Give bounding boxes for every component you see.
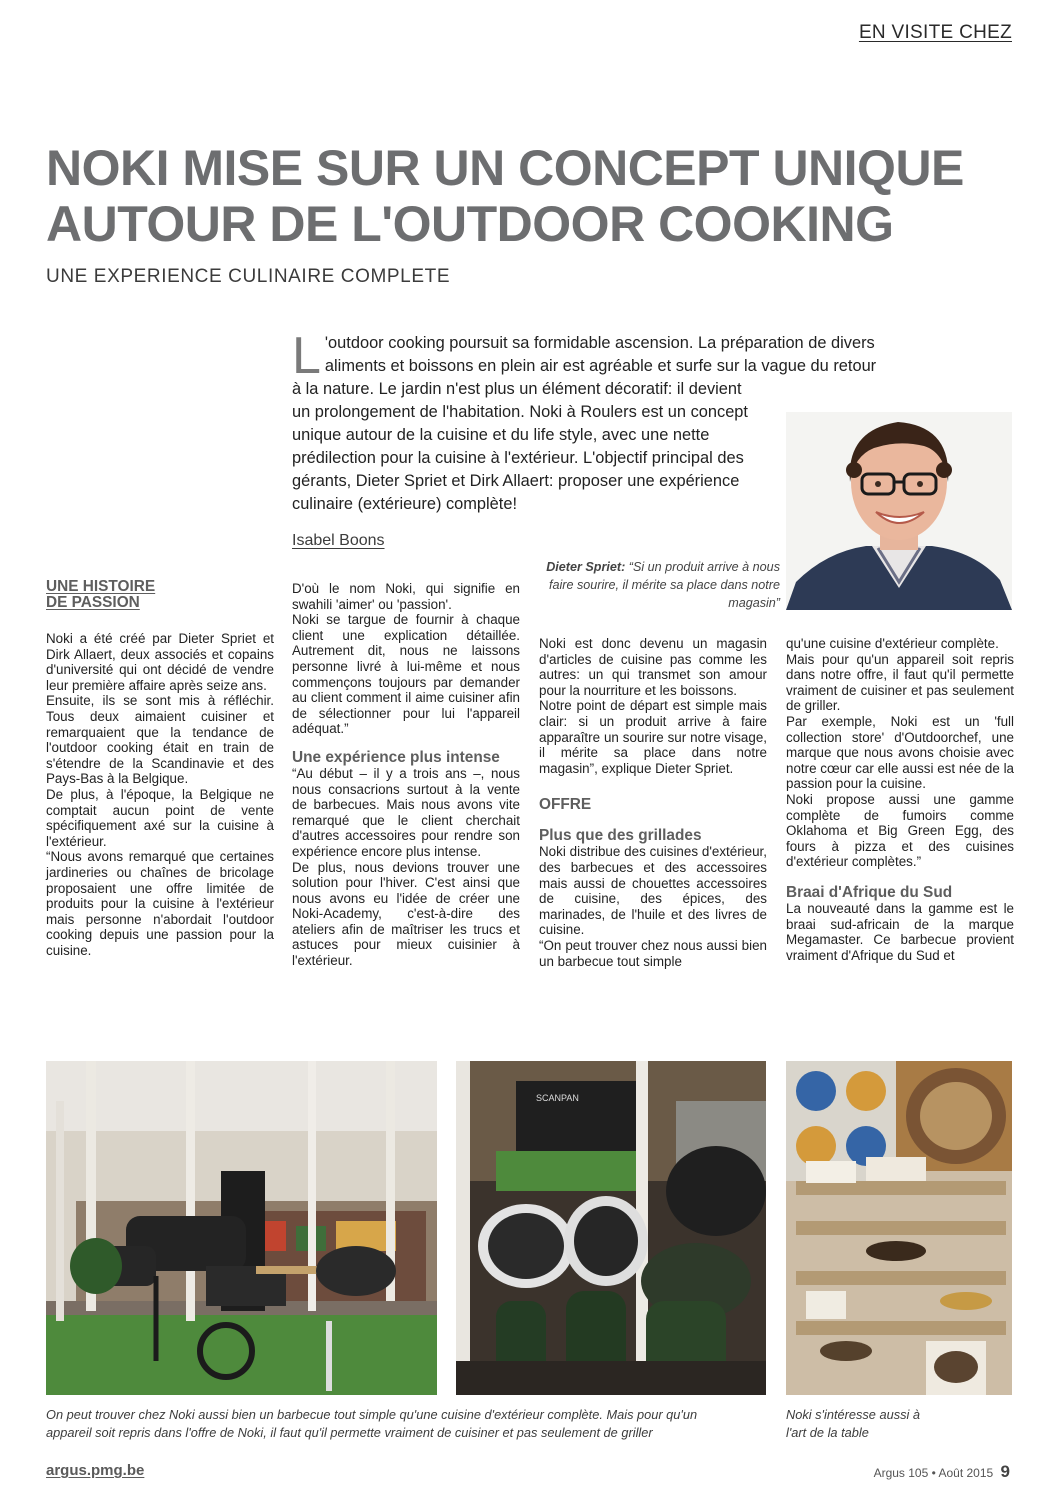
footer-issue-info <box>874 1462 1010 1482</box>
footer-issue: Argus 105 • Août 2015 <box>873 1466 994 1480</box>
col1-paragraph-3: De plus, à l'époque, la Belgique ne comptait aucun point de vente spécifiquement axé sur la cuisine à l'extérieur. <box>46 786 274 849</box>
intro-line-2: aliments et boissons en plein air est agréable et surfe sur la vague du retour <box>324 357 877 375</box>
col4-paragraph-2: Mais pour qu'un appareil soit repris dans notre offre, il faut qu'il permette vraiment de cuisiner et pas seulement de griller. <box>786 651 1014 714</box>
pull-quote <box>540 558 780 612</box>
col3-paragraph-1: Noki est donc devenu un magasin d'articles de cuisine pas comme les autres: un qui transmet son amour pour la nourriture et les boissons. <box>539 636 767 698</box>
drop-cap: L <box>292 327 321 385</box>
intro-line-1: 'outdoor cooking poursuit sa formidable ascension. La préparation de divers <box>324 334 875 352</box>
scanpan-sign: SCANPAN <box>536 1093 579 1103</box>
col2-paragraph-3: “Au début – il y a trois ans –, nous nous consacrions surtout à la vente de barbecues. Mais nous avons vite remarqué que le client cherchait d'autres accessoires pour rendre son expérience encore plus intense. <box>292 765 520 859</box>
main-photo-caption: On peut trouver chez Noki aussi bien un barbecue tout simple qu'une cuisine d'extérieur complète. Mais pour qu'un appareil soit repris dans l'offre de Noki, il faut qu'il permette vraiment de cuisiner et pas seulement de griller <box>46 1407 698 1440</box>
section-title-histoire <box>46 579 274 611</box>
col4-paragraph-1: qu'une cuisine d'extérieur complète. <box>786 636 999 651</box>
section-title-line-1: UNE HISTOIRE <box>46 578 156 595</box>
column-4 <box>786 636 1014 963</box>
col3-paragraph-3: Noki distribue des cuisines d'extérieur, des barbecues et des accessoires mais aussi de chouettes accessoires de cuisine, des épices, des marinades, de l'huile et des livres de cuisine. <box>539 844 767 938</box>
subheadline: UNE EXPERIENCE CULINAIRE COMPLETE <box>46 266 451 287</box>
col4-paragraph-3: Par exemple, Noki est un 'full collection store' d'Outdoorchef, une marque que nous avons choisie avec notre cœur car elle aussi est née de la passion pour la cuisine. <box>786 713 1014 792</box>
col3-paragraph-2: Notre point de départ est simple mais clair: si un produit arrive à faire apparaître un sourire sur notre visage, il mérite sa place dans notre magasin”, explique Dieter Spriet. <box>539 698 767 776</box>
column-3 <box>539 636 767 969</box>
col2-paragraph-2: Noki se targue de fournir à chaque client une explication détaillée. Autrement dit, nous ne laissons personne livré à lui-même et nous commençons toujours par demander au client comment il aime cuisiner afin de sélectionner pour lui l'appareil adéquat.” <box>292 612 520 737</box>
column-2 <box>292 581 520 969</box>
subhead-offre: OFFRE <box>539 796 592 814</box>
tableware-photo <box>786 1061 1012 1395</box>
intro-rest: un prolongement de l'habitation. Noki à Roulers est un concept unique autour de la cuisine et du life style, avec une nette prédilection pour la cuisine à l'extérieur. L'objectif principal des gérants, Dieter Spriet et Dirk Allaert: proposer une expérience culinaire (extérieure) complète! <box>292 403 748 513</box>
col2-paragraph-1: D'où le nom Noki, qui signifie en swahili 'aimer' ou 'passion'. <box>292 581 520 612</box>
headline-line-2: AUTOUR DE L'OUTDOOR COOKING <box>46 196 894 252</box>
subhead-experience: Une expérience plus intense <box>292 748 500 766</box>
headline <box>46 140 1026 252</box>
subhead-grillades: Plus que des grillades <box>539 827 702 845</box>
store-smoker-photo <box>46 1061 437 1395</box>
col1-paragraph-4: “Nous avons remarqué que certaines jardineries ou chaînes de bricolage proposaient une offre limitée de produits pour la cuisine à l'extérieur mais personne n'abordait l'outdoor cooking depuis une passion pour la cuisine. <box>46 849 274 958</box>
green-egg-photo <box>456 1061 766 1395</box>
col3-paragraph-4: “On peut trouver chez nous aussi bien un barbecue tout simple <box>539 937 767 969</box>
section-tag: EN VISITE CHEZ <box>858 22 1012 43</box>
page-number: 9 <box>1000 1462 1010 1481</box>
headline-line-1: NOKI MISE SUR UN CONCEPT UNIQUE <box>46 140 964 196</box>
section-title-line-2: DE PASSION <box>46 594 140 611</box>
col1-paragraph-2: Ensuite, ils se sont mis à réfléchir. Tous deux aimaient cuisiner et remarquaient que la tendance de l'outdoor cooking était en train de s'étendre de la Scandinavie et des Pays-Bas à la Belgique. <box>46 693 274 787</box>
author-byline: Isabel Boons <box>292 532 385 549</box>
portrait-photo <box>786 412 1012 610</box>
footer-website-link[interactable]: argus.pmg.be <box>46 1462 145 1479</box>
col1-paragraph-1: Noki a été créé par Dieter Spriet et Dirk Allaert, deux associés et copains d'université qui ont décidé de vendre leur première affaire après seize ans. <box>46 631 274 693</box>
subhead-braai: Braai d'Afrique du Sud <box>786 883 953 901</box>
intro-line-3: à la nature. Le jardin n'est plus un élément décoratif: il devient <box>292 380 742 398</box>
pull-quote-speaker: Dieter Spriet: <box>546 560 626 574</box>
side-photo-caption: Noki s'intéresse aussi à l'art de la table <box>786 1407 921 1440</box>
col2-paragraph-4: De plus, nous devions trouver une solution pour l'hiver. C'est ainsi que nous avons eu l'idée de créer une Noki-Academy, c'est-à-dire des ateliers afin de maîtriser les trucs et astuces pour mieux cuisinier à l'extérieur. <box>292 859 520 969</box>
col4-paragraph-4: Noki propose aussi une gamme complète de fumoirs comme Oklahoma et Big Green Egg, des fours à pizza et des cuisines d'extérieur complètes.” <box>786 791 1014 870</box>
col4-paragraph-5: La nouveauté dans la gamme est le braai sud-africain de la marque Megamaster. Ce barbecue provient vraiment d'Afrique du Sud et <box>786 900 1014 963</box>
pull-quote-text: “Si un produit arrive à nous faire sourire, il mérite sa place dans notre magasin” <box>549 560 780 610</box>
column-1 <box>46 579 274 958</box>
